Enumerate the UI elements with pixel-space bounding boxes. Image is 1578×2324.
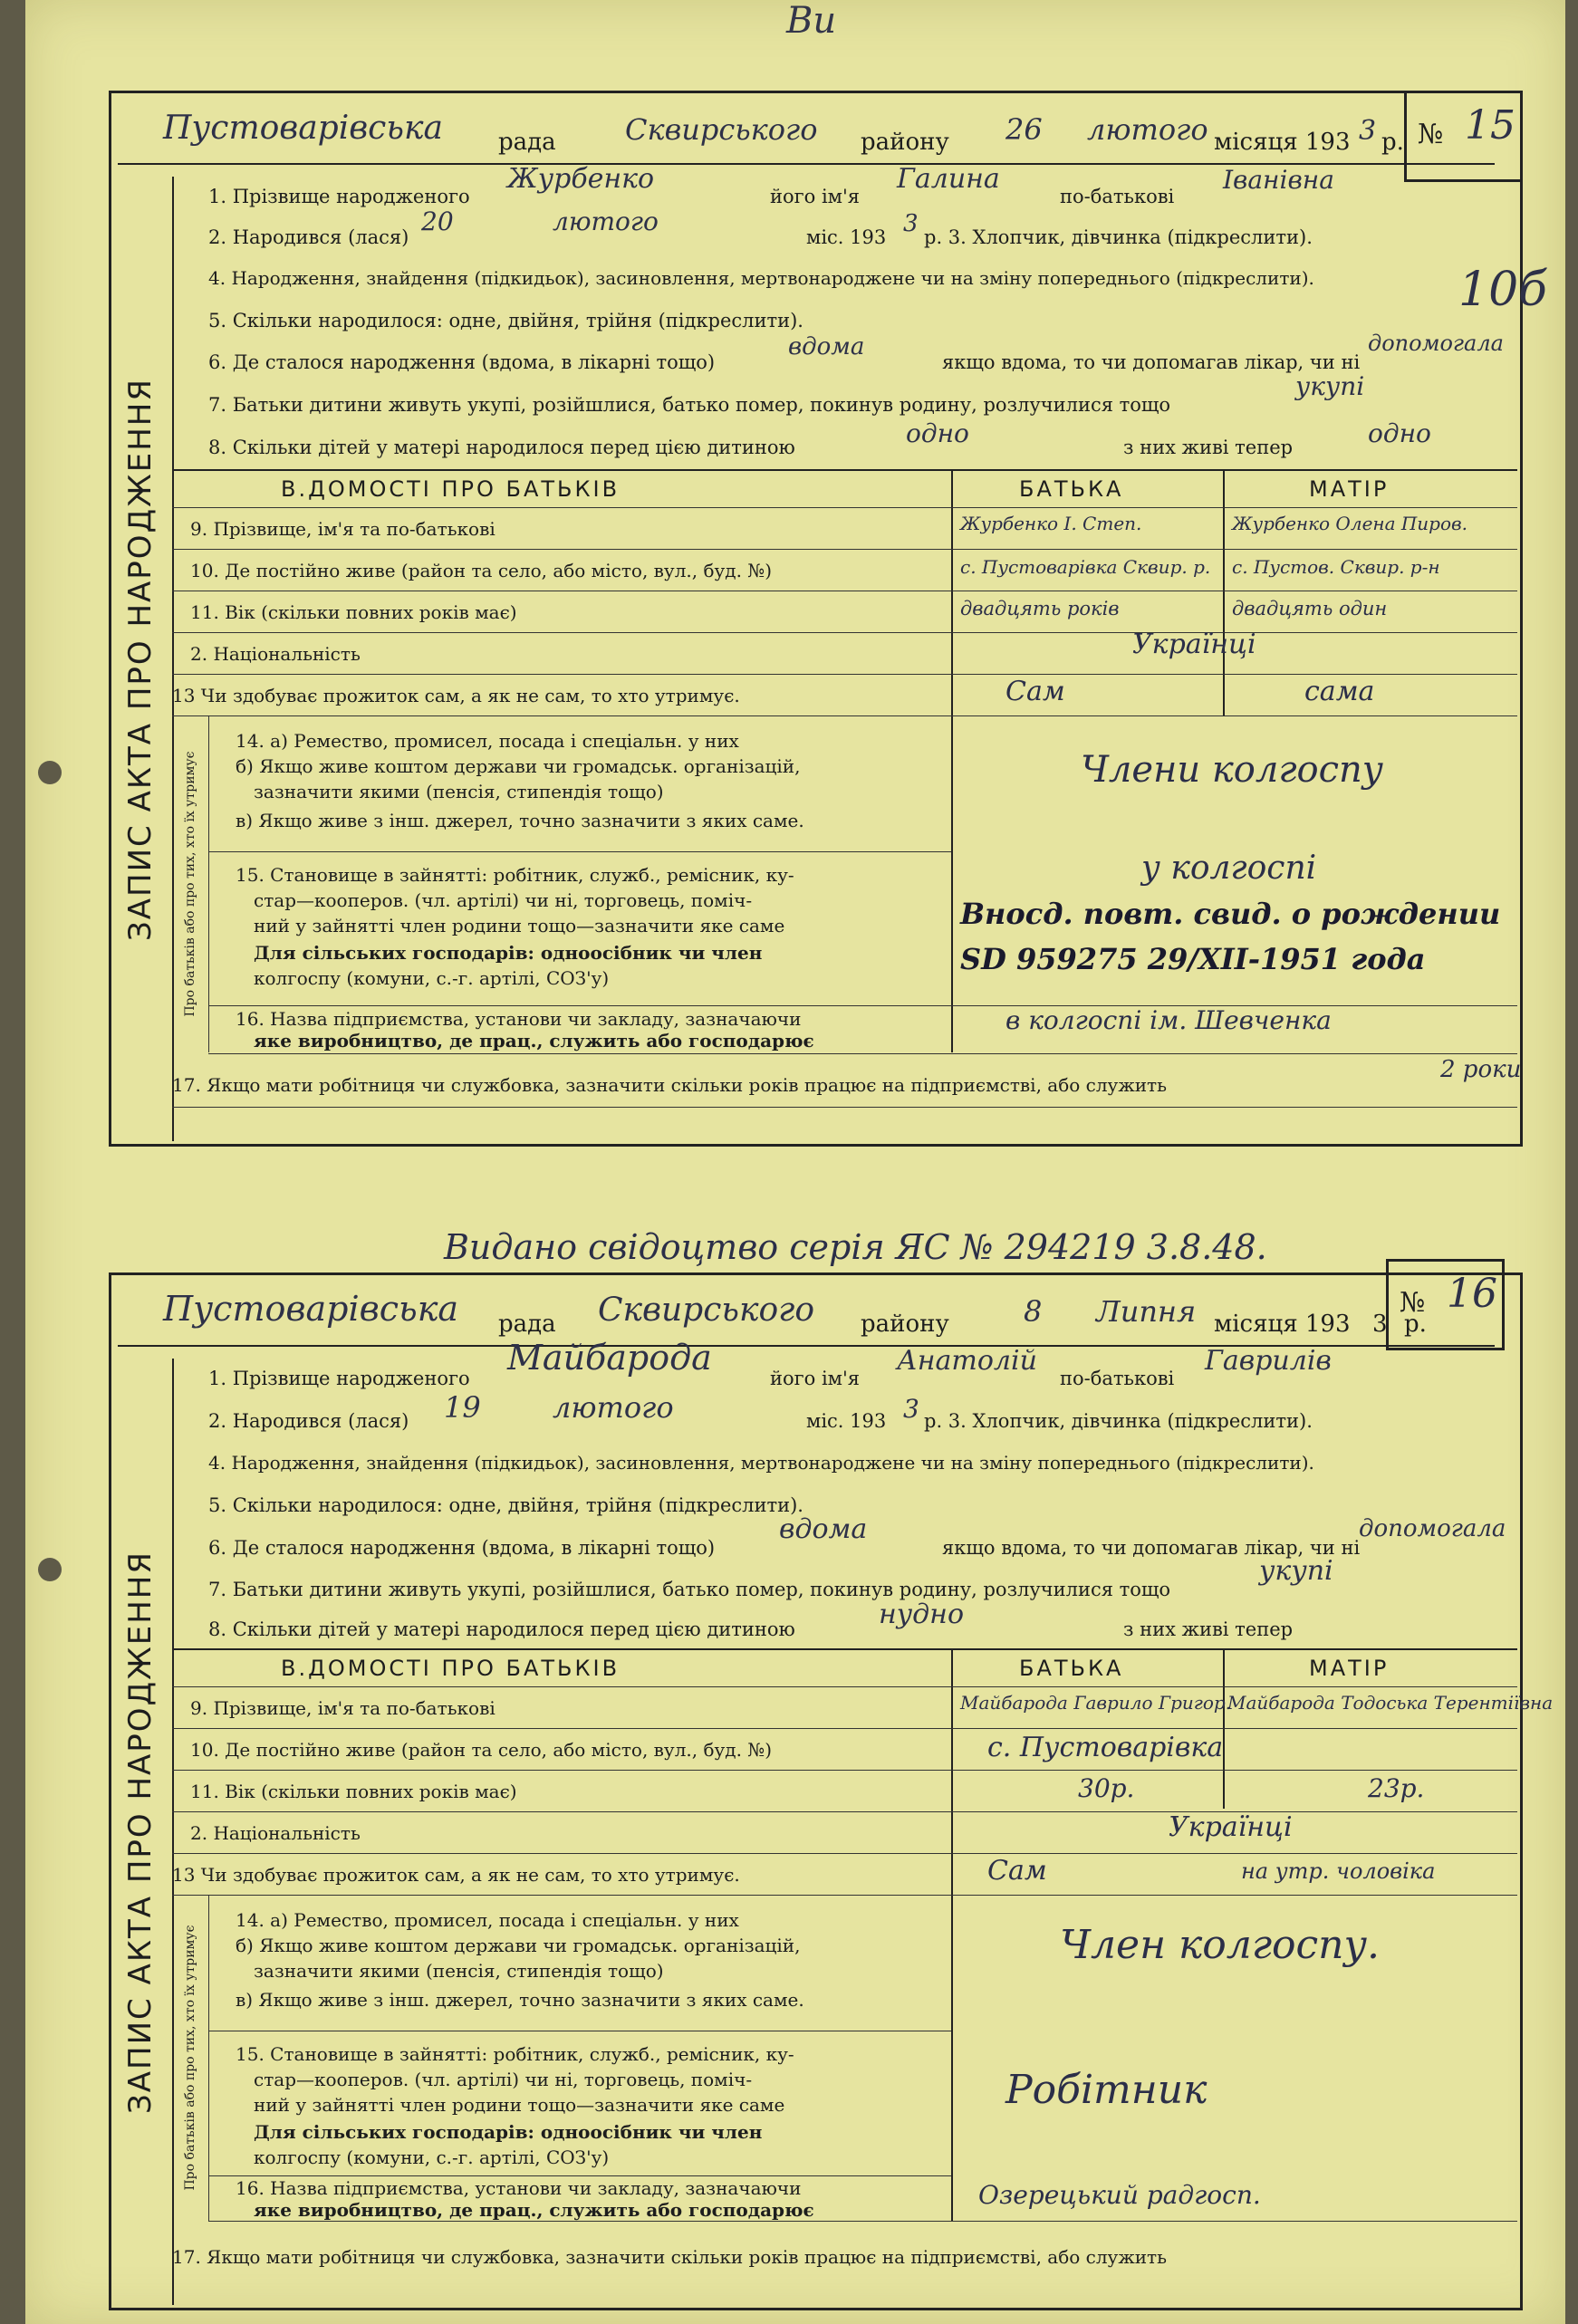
row14c: зазначити якими (пенсія, стипендія тощо) [254,781,664,802]
born-month-value: лютого [553,1390,674,1425]
rada-label: рада [498,1311,556,1338]
page-top-scrawl: Ви [786,0,837,42]
month-label: місяця 193 [1214,129,1351,156]
row14a: 14. а) Ремество, промисел, посада і спеціальн. у них [236,1909,739,1931]
row14d: в) Якщо живе з інш. джерел, точно зазначити з яких саме. [236,1989,804,2011]
table-row [172,2221,1517,2275]
subside-text: Про батьків або про тих, хто їх утримує [183,1925,197,2191]
row14c: зазначити якими (пенсія, стипендія тощо) [254,1960,664,1982]
reissue-note: Вносд. повт. свид. о рождении [960,897,1501,931]
row15b: стар—кооперов. (чл. артілі) чи ні, торговець, поміч- [254,2069,753,2090]
birth-record-form-15 [82,91,1547,1146]
year-suffix: р. [1381,129,1404,156]
occupation-value: Член колгоспу. [1060,1922,1381,1968]
rayonu-label: району [861,129,949,156]
header-mother: МАТІР [1309,1656,1390,1681]
row14d: в) Якщо живе з інш. джерел, точно зазначити з яких саме. [236,810,804,831]
day-value: 8 [1024,1294,1043,1329]
line1-name-label: його ім'я [770,186,861,207]
number-value: 15 [1465,102,1515,149]
mother-support: на утр. чоловіка [1241,1858,1436,1884]
subside-label [172,1895,209,2221]
table-row [172,1686,1554,1729]
side-title-text: ЗАПИС АКТА ПРО НАРОДЖЕННЯ [122,1550,159,2114]
line1-patronymic-label: по-батькові [1060,1368,1175,1389]
row13-label: 13 Чи здобуває прожиток сам, а як не сам, то хто утримує. [172,1864,740,1886]
year-suffix: р. [1404,1311,1427,1338]
children-before-value: нудно [879,1599,964,1630]
record-number-box [1404,91,1523,182]
rayonu-label: району [861,1311,949,1338]
line4-label: 4. Народження, знайдення (підкидьок), засиновлення, мертвонароджене чи на зміну попереднього (підкреслити). [208,1452,1314,1474]
surname-value: Журбенко [507,163,655,195]
number-label: № [1400,1287,1426,1319]
surname-value: Майбарода [507,1338,712,1378]
born-month-value: лютого [553,206,659,236]
table-row [172,1770,1517,1812]
rayon-value: Сквирського [598,1292,815,1329]
mother-name: Журбенко Олена Пиров. [1232,513,1468,534]
table-row [208,1895,951,2031]
row16a: 16. Назва підприємства, установи чи закладу, зазначаючи [236,2177,802,2199]
line6-doctor-label: якщо вдома, то чи допомагав лікар, чи ні [942,1537,1361,1559]
line7-label: 7. Батьки дитини живуть укупі, розійшлися, батько помер, покинув родину, розлучилися тощо [208,394,1171,416]
table-row [172,1728,1517,1771]
header-mother: МАТІР [1309,476,1390,502]
line8-alive-label: з них живі тепер [1123,437,1294,458]
line8-label: 8. Скільки дітей у матері народилося перед цією дитиною [208,437,795,458]
born-day-value: 19 [444,1390,481,1425]
alive-now-value: одно [1368,418,1431,448]
table-row [172,674,1517,716]
row15b: стар—кооперов. (чл. артілі) чи ні, торговець, поміч- [254,889,753,911]
line6-label: 6. Де сталося народження (вдома, в лікарні тощо) [208,1537,716,1559]
line2-label: 2. Народився (лася) [208,226,409,248]
month-value: лютого [1087,112,1208,147]
line1-label: 1. Прізвище народженого [208,1368,470,1389]
line8-label: 8. Скільки дітей у матері народилося перед цією дитиною [208,1618,795,1640]
side-title [109,1359,174,2305]
nationality-value: Українці [1132,629,1256,660]
line6-label: 6. Де сталося народження (вдома, в лікарні тощо) [208,351,716,373]
row14a: 14. а) Ремество, промисел, посада і спеціальн. у них [236,730,739,752]
row12-label: 2. Національність [190,1822,361,1844]
header-father: БАТЬКА [1019,1656,1124,1681]
row15a: 15. Становище в зайнятті: робітник, служб., ремісник, ку- [236,864,794,886]
helper-value: допомогала [1368,331,1504,356]
rayon-value: Сквирського [625,112,818,147]
patronymic-value: Іванівна [1223,165,1334,195]
father-support: Сам [987,1855,1047,1887]
row11-label: 11. Вік (скільки повних років має) [190,601,517,623]
row15e: колгоспу (комуни, с.-г. артілі, СОЗ'у) [254,967,610,989]
nationality-value: Українці [1169,1811,1293,1843]
day-value: 26 [1005,112,1043,147]
parents-table [172,469,1522,1143]
row17-label: 17. Якщо мати робітниця чи службовка, зазначити скільки років працює на підприємстві, або служить [172,1074,1167,1096]
mother-name: Майбарода Тодоська Терентіївна [1227,1692,1554,1714]
header-father: БАТЬКА [1019,476,1124,502]
line1-label: 1. Прізвище народженого [208,186,470,207]
number-label: № [1418,119,1444,150]
patronymic-value: Гаврилів [1205,1345,1332,1377]
punch-hole [38,761,62,784]
table-row [172,629,1517,675]
punch-hole [38,1558,62,1581]
number-value: 16 [1447,1271,1497,1317]
line4-label: 4. Народження, знайдення (підкидьок), засиновлення, мертвонароджене чи на зміну попереднього (підкреслити). [208,267,1314,289]
father-age: двадцять років [960,598,1120,619]
line2-month-label: міс. 193 [806,226,887,248]
line2-gender-label: р. 3. Хлопчик, дівчинка (підкреслити). [924,226,1313,248]
side-title [109,177,174,1141]
row12-label: 2. Національність [190,643,361,665]
years-work-value: 2 роки [1440,1056,1522,1083]
line2-label: 2. Народився (лася) [208,1410,409,1432]
mother-age: двадцять один [1232,598,1388,619]
row15d: Для сільських господарів: одноосібник чи член [254,942,763,964]
status-value: у колгоспі [1141,850,1317,887]
born-day-value: 20 [421,206,454,236]
father-name: Журбенко І. Степ. [960,513,1142,534]
row9-label: 9. Прізвище, ім'я та по-батькові [190,1697,496,1719]
row10-label: 10. Де постійно живе (район та село, або місто, вул., буд. №) [190,1739,773,1761]
parents-status-value: укупі [1295,371,1365,401]
line2-gender-label: р. 3. Хлопчик, дівчинка (підкреслити). [924,1410,1313,1432]
table-row [172,549,1517,591]
row11-label: 11. Вік (скільки повних років має) [190,1781,517,1802]
year-digit: 3 [1372,1311,1388,1338]
row16a: 16. Назва підприємства, установи чи закладу, зазначаючи [236,1008,802,1030]
mother-address: с. Пустов. Сквир. р-н [1232,556,1440,578]
workplace-value: Озерецький радгосп. [978,2180,1261,2210]
line7-label: 7. Батьки дитини живуть укупі, розійшлися, батько помер, покинув родину, розлучилися тощо [208,1579,1171,1600]
margin-note: 10б [1458,263,1547,317]
table-row [172,1052,1522,1108]
row15e: колгоспу (комуни, с.-г. артілі, СОЗ'у) [254,2146,610,2168]
table-header-row [172,1650,1517,1687]
table-row [172,1853,1517,1896]
side-title-text: ЗАПИС АКТА ПРО НАРОДЖЕННЯ [122,377,159,941]
header-info: В.ДОМОСТІ ПРО БАТЬКІВ [281,476,621,502]
birthplace-value: вдома [779,1513,868,1545]
row14b: б) Якщо живе коштом держави чи громадськ. організацій, [236,755,801,777]
father-name: Майбарода Гаврило Григор. [960,1692,1232,1714]
row15c: ний у зайнятті член родини тощо—зазначити яке саме [254,2094,785,2116]
line5-label: 5. Скільки народилося: одне, двійня, трійня (підкреслити). [208,1494,803,1516]
row16b: яке виробництво, де прац., служить або господарює [254,2199,814,2221]
subside-label [172,715,209,1052]
parents-table [172,1648,1554,2307]
subside-text: Про батьків або про тих, хто їх утримує [183,751,197,1017]
born-year-digit: 3 [903,210,919,237]
father-address: с. Пустоварівка Сквир. р. [960,556,1211,578]
born-year-digit: 3 [903,1394,919,1424]
table-row [172,1811,1517,1854]
month-value: Липня [1096,1294,1197,1329]
row14b: б) Якщо живе коштом держави чи громадськ. організацій, [236,1935,801,1956]
occupation-value: Члени колгоспу [1081,749,1383,791]
form-header [118,1282,1495,1347]
row10-label: 10. Де постійно живе (район та село, або місто, вул., буд. №) [190,560,773,581]
certificate-issued-note: Видано свідоцтво серія ЯС № 294219 3.8.48. [444,1227,1267,1267]
line1-patronymic-label: по-батькові [1060,186,1175,207]
table-header-row [172,471,1517,508]
record-number-box [1386,1259,1505,1350]
row13-label: 13 Чи здобуває прожиток сам, а як не сам, то хто утримує. [172,685,740,706]
reissue-note-line2: SD 959275 29/XII-1951 года [960,942,1426,976]
father-age: 30р. [1078,1773,1135,1803]
parents-status-value: укупі [1259,1555,1333,1587]
mother-age: 23р. [1368,1773,1425,1803]
table-row [208,2031,951,2176]
line1-name-label: його ім'я [770,1368,861,1389]
line6-doctor-label: якщо вдома, то чи допомагав лікар, чи ні [942,351,1361,373]
month-label: місяця 193 [1214,1311,1351,1338]
row9-label: 9. Прізвище, ім'я та по-батькові [190,518,496,540]
table-row [172,507,1517,550]
line2-month-label: міс. 193 [806,1410,887,1432]
children-before-value: одно [906,418,969,448]
row15a: 15. Становище в зайнятті: робітник, служб., ремісник, ку- [236,2043,794,2065]
table-row [172,591,1517,633]
table-row [208,715,951,852]
row15d: Для сільських господарів: одноосібник чи член [254,2121,763,2143]
helper-value: допомогала [1359,1515,1506,1542]
father-support: Сам [1005,676,1065,707]
header-info: В.ДОМОСТІ ПРО БАТЬКІВ [281,1656,621,1681]
village-value: Пустоварівська [163,110,443,147]
line5-label: 5. Скільки народилося: одне, двійня, трійня (підкреслити). [208,310,803,331]
name-value: Галина [897,163,1000,195]
row15c: ний у зайнятті член родини тощо—зазначити яке саме [254,915,785,936]
father-address: с. Пустоварівка [987,1732,1224,1763]
year-digit: 3 [1359,115,1377,147]
row17-label: 17. Якщо мати робітниця чи службовка, зазначити скільки років працює на підприємстві, або служить [172,2246,1167,2268]
row16b: яке виробництво, де прац., служить або господарює [254,1030,814,1052]
mother-support: сама [1304,676,1375,707]
line8-alive-label: з них живі тепер [1123,1618,1294,1640]
birthplace-value: вдома [788,333,865,360]
name-value: Анатолій [897,1345,1037,1377]
rada-label: рада [498,129,556,156]
form-header [118,100,1495,165]
status-value: Робітник [1005,2067,1208,2113]
table-row [208,2175,1517,2222]
village-value: Пустоварівська [163,1289,459,1329]
birth-record-form-16 [82,1271,1554,2314]
workplace-value: в колгоспі ім. Шевченка [1005,1005,1332,1035]
